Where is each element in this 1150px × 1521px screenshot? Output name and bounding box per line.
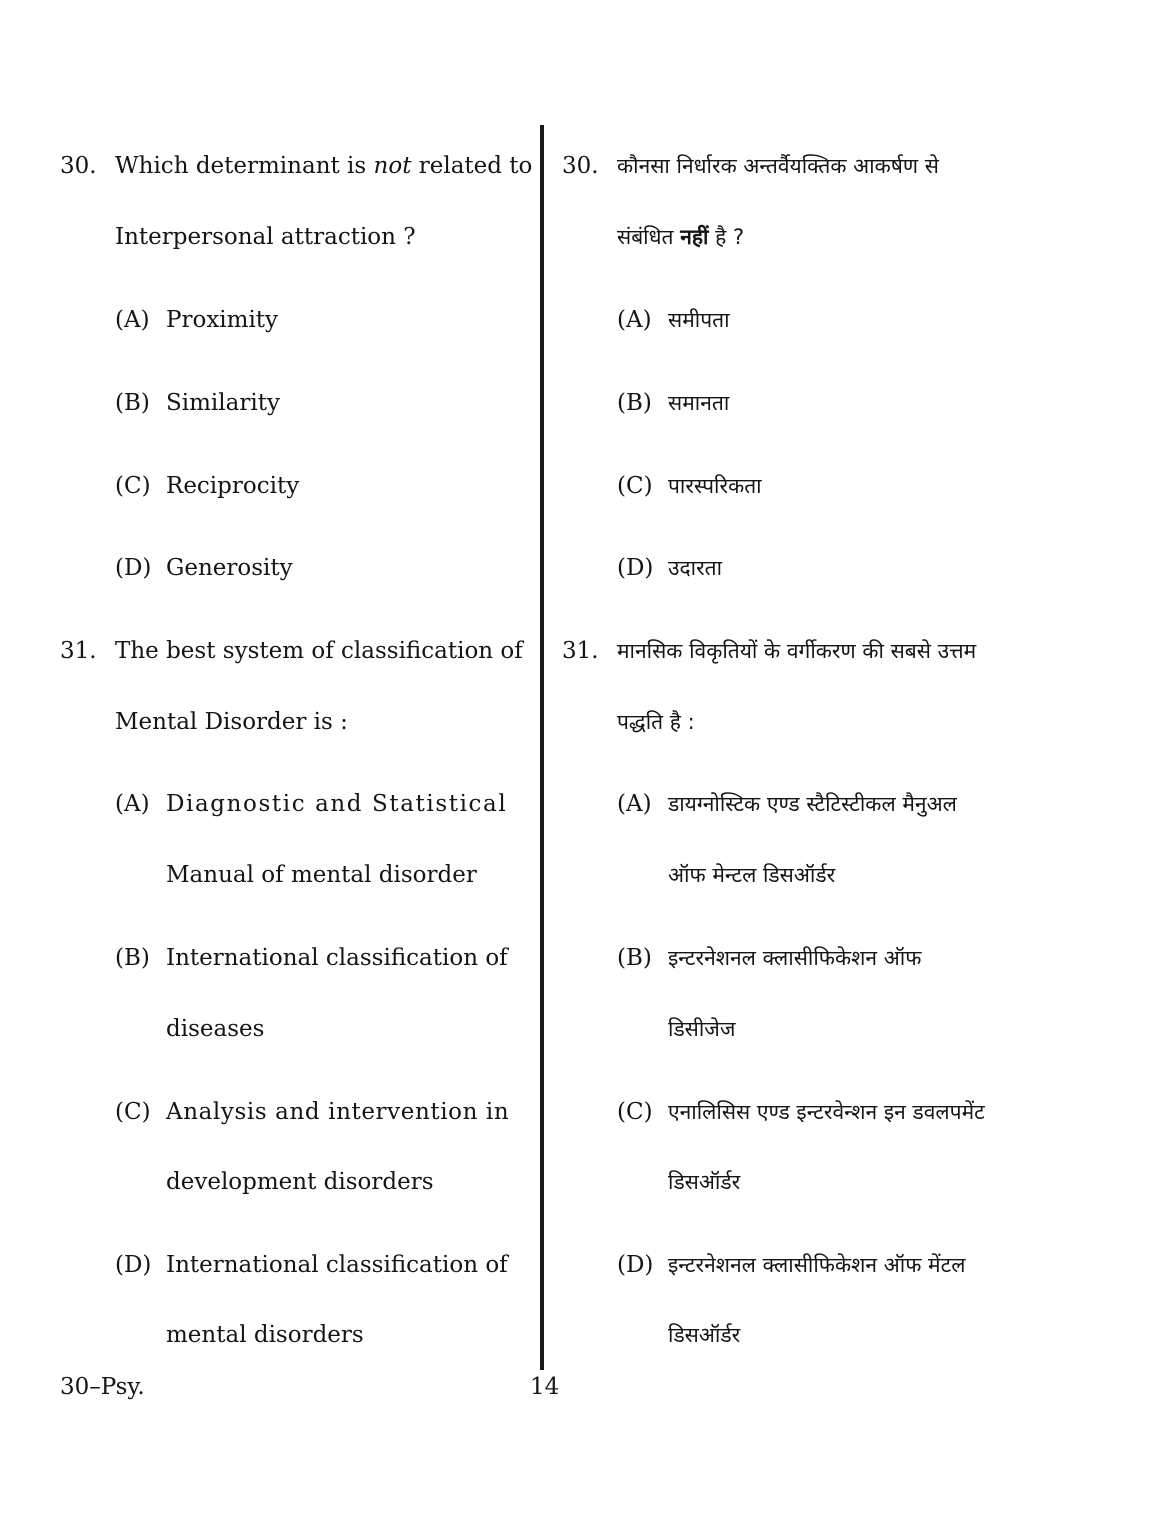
- question-text-line1: The best system of classification of: [115, 638, 523, 664]
- exam-page: 30. Which determinant is not related to Interpersonal attraction ? (A) Proximity (B) Similarity (C) Reciprocity (D) Generosity 31. The best system of classification of Mental Disorder is : (A) Diagnostic and Statistical Manual of mental disorder (B) International classification of diseases (C) Analysis and intervention in development disorders (D) International classification of mental disorders 30. कौनसा निर्धारक अन्तर्वैयक्तिक आकर्षण से संबंधित नहीं है ? (A) समीपता (B) समानता (C) पारस्परिकता (D) उदारता 31. मानसिक विकृतियों के वर्गीकरण की सबसे उत्तम पद्धति है : (A) डायग्नोस्टिक एण्ड स्टैटिस्टीकल मैनुअल ऑफ मेन्टल डिसऑर्डर (B) इन्टरनेशनल क्लासीफिकेशन ऑफ डिसीजेज (C) एनालिसिस एण्ड इन्टरवेन्शन इन डवलपमेंट डिसऑर्डर (D) इन्टरनेशनल क्लासीफिकेशन ऑफ मेंटल डिसऑर्डर 30–Psy. 14: [0, 0, 1150, 1521]
- question-number: 31.: [60, 638, 97, 664]
- column-divider: [540, 125, 544, 1370]
- question-number: 30.: [562, 153, 599, 179]
- paper-code: 30–Psy.: [60, 1374, 145, 1400]
- question-text-line1: मानसिक विकृतियों के वर्गीकरण की सबसे उत्तम: [617, 639, 977, 663]
- question-text-line1: कौनसा निर्धारक अन्तर्वैयक्तिक आकर्षण से: [617, 154, 939, 178]
- question-number: 30.: [60, 153, 97, 179]
- question-text-line1: Which determinant is not related to: [115, 153, 533, 179]
- page-number: 14: [530, 1374, 560, 1400]
- question-number: 31.: [562, 638, 599, 664]
